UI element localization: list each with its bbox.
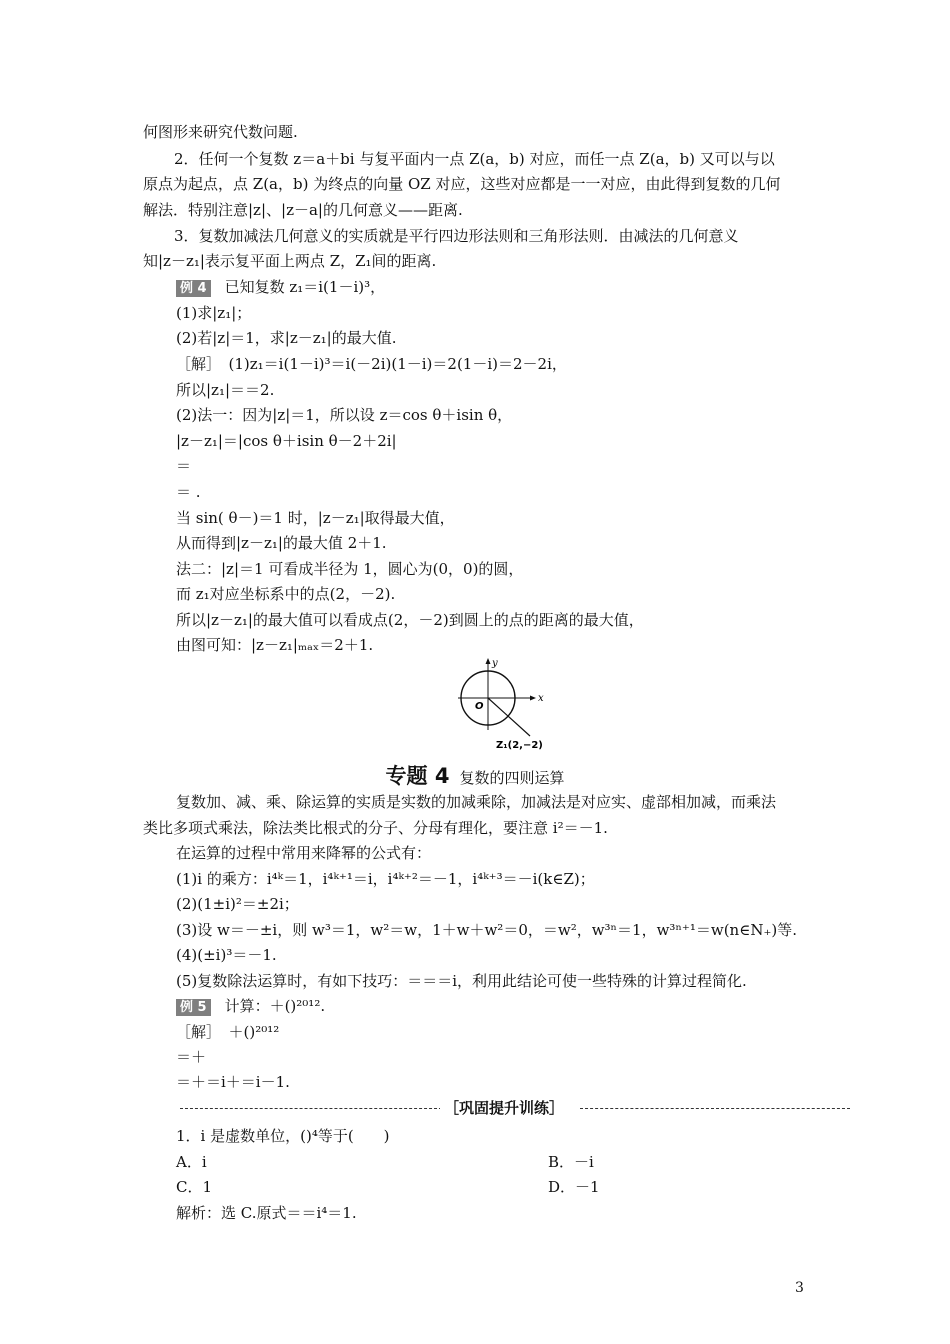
solution-line: 而 z₁对应坐标系中的点(2，－2).	[176, 585, 396, 603]
solution-line: ＝	[176, 457, 192, 475]
practice-heading: ［巩固提升训练］	[440, 1097, 568, 1118]
solution-line: ［解］ (1)z₁＝i(1－i)³＝i(－2i)(1－i)＝2(1－i)＝2－2i，	[176, 355, 567, 373]
option-d: D．－1	[548, 1178, 600, 1196]
example-stem-text: 已知复数 z₁＝i(1－i)³，	[224, 278, 386, 296]
x-axis-label: x	[538, 693, 544, 704]
practice-question: 1．i 是虚数单位，()⁴等于( )	[176, 1127, 390, 1145]
complex-plane-diagram	[456, 658, 556, 754]
divider-dash-right	[580, 1108, 850, 1109]
point-z1-label: Z₁(2,−2)	[496, 740, 543, 751]
solution-line: 由图可知：|z－z₁|ₘₐₓ＝2＋1.	[176, 636, 374, 654]
origin-label: O	[475, 701, 484, 712]
example-badge: 例 5	[176, 999, 211, 1016]
solution-line: ＝＋	[176, 1048, 207, 1066]
intro-line: 解法．特别注意|z|、|z－a|的几何意义——距离.	[143, 201, 463, 219]
paragraph-line: 复数加、减、乘、除运算的实质是实数的加减乘除，加减法是对应实、虚部相加减，而乘法	[176, 793, 777, 811]
practice-answer: 解析：选 C.原式＝＝i⁴＝1.	[176, 1204, 357, 1222]
formula-line: (5)复数除法运算时，有如下技巧：＝＝＝i，利用此结论可使一些特殊的计算过程简化.	[176, 972, 747, 990]
page-number: 3	[795, 1280, 804, 1296]
paragraph-line: 类比多项式乘法，除法类比根式的分子、分母有理化，要注意 i²＝－1.	[143, 819, 608, 837]
solution-line: 法二：|z|＝1 可看成半径为 1，圆心为(0，0)的圆，	[176, 560, 524, 578]
intro-line: 何图形来研究代数问题.	[143, 123, 298, 141]
example-4-stem	[176, 277, 385, 297]
example-badge: 例 4	[176, 280, 211, 297]
solution-line: 当 sin( θ－)＝1 时，|z－z₁|取得最大值，	[176, 509, 455, 527]
divider-dash-left	[180, 1108, 442, 1109]
solution-line: 所以|z₁|＝＝2.	[176, 381, 275, 399]
formula-line: (3)设 w＝－±i，则 w³＝1，w²＝w，1＋w＋w²＝0，＝w²，w³ⁿ＝1，w³ⁿ⁺¹＝w(n∈N₊)等.	[176, 921, 797, 939]
intro-line: 2．任何一个复数 z＝a＋bi 与复平面内一点 Z(a，b) 对应，而任一点 Z(a，b) 又可以与以	[174, 150, 775, 168]
formula-line: (4)(±i)³＝－1.	[176, 946, 277, 964]
topic-title: 专题 4	[385, 764, 450, 788]
y-axis-label: y	[492, 658, 498, 669]
solution-line: ［解］ ＋()²⁰¹²	[176, 1023, 280, 1041]
option-b: B．－i	[548, 1153, 594, 1171]
option-a: A．i	[176, 1153, 207, 1171]
solution-line: 从而得到|z－z₁|的最大值 2＋1.	[176, 534, 387, 552]
option-c: C．1	[176, 1178, 213, 1196]
question-line: (2)若|z|＝1，求|z－z₁|的最大值.	[176, 329, 397, 347]
practice-divider	[180, 1100, 850, 1116]
distance-segment	[488, 698, 530, 736]
solution-line: ＝＋＝i＋＝i－1.	[176, 1073, 290, 1091]
solution-line: (2)法一：因为|z|＝1，所以设 z＝cos θ＋isin θ，	[176, 406, 513, 424]
complex-plane-figure	[456, 658, 556, 758]
topic-subtitle: 复数的四则运算	[459, 769, 565, 787]
formula-line: (2)(1±i)²＝±2i；	[176, 895, 299, 913]
question-line: (1)求|z₁|；	[176, 304, 252, 322]
example-5-stem	[176, 996, 325, 1016]
solution-line: ＝ .	[176, 483, 201, 501]
intro-line: 知|z－z₁|表示复平面上两点 Z，Z₁间的距离.	[143, 252, 437, 270]
intro-line: 3．复数加减法几何意义的实质就是平行四边形法则和三角形法则．由减法的几何意义	[174, 227, 739, 245]
intro-line: 原点为起点，点 Z(a，b) 为终点的向量 OZ 对应，这些对应都是一一对应，由此得到复数的几何	[143, 175, 781, 193]
paragraph-line: 在运算的过程中常用来降幂的公式有：	[176, 844, 432, 862]
formula-line: (1)i 的乘方：i⁴ᵏ＝1，i⁴ᵏ⁺¹＝i，i⁴ᵏ⁺²＝－1，i⁴ᵏ⁺³＝－i(k∈Z)；	[176, 870, 595, 888]
solution-line: 所以|z－z₁|的最大值可以看成点(2，－2)到圆上的点的距离的最大值，	[176, 611, 644, 629]
solution-line: |z－z₁|＝|cos θ＋isin θ－2＋2i|	[176, 432, 397, 450]
example-stem-text: 计算：＋()²⁰¹².	[224, 997, 326, 1015]
topic-4-heading	[0, 760, 950, 790]
